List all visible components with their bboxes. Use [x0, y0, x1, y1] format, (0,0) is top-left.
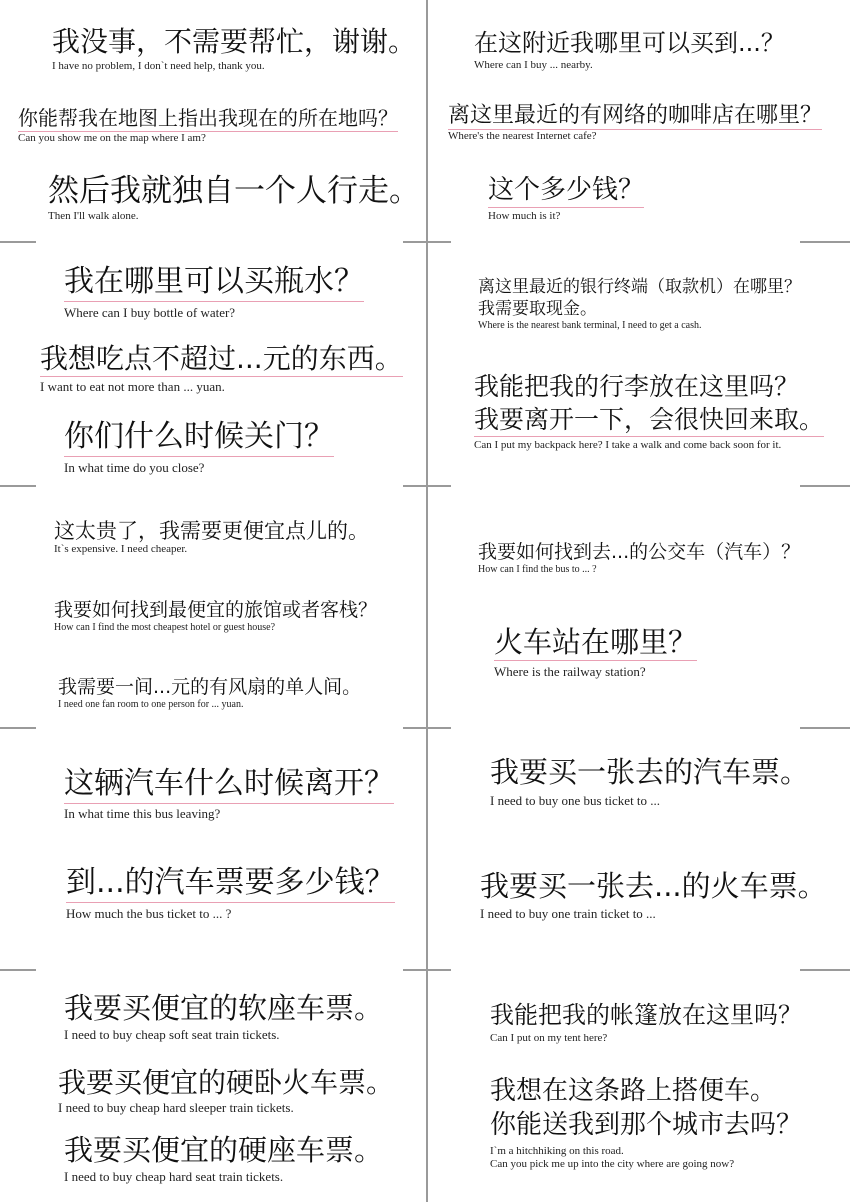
english-translation: I have no problem, I don`t need help, thank you.: [52, 60, 265, 73]
chinese-phrase: 这太贵了，我需要更便宜点儿的。: [54, 519, 369, 543]
english-translation: I need to buy cheap hard sleeper train tickets.: [58, 1100, 294, 1116]
cut-mark-right-2: [800, 485, 850, 487]
english-translation: I need to buy one bus ticket to ...: [490, 793, 661, 809]
chinese-phrase: 你能帮我在地图上指出我现在的所在地吗？: [18, 106, 398, 130]
english-translation: I want to eat not more than ... yuan.: [40, 379, 225, 395]
chinese-phrase: 我在哪里可以买瓶水？: [64, 265, 364, 302]
chinese-phrase: 我没事，不需要帮忙，谢谢。: [52, 25, 417, 58]
chinese-phrase: 火车站在哪里？: [494, 626, 697, 661]
phrase-card: [64, 992, 383, 1043]
english-translation: Where is the nearest bank terminal, I need to get a cash.: [478, 320, 702, 332]
chinese-phrase: 我要如何找到最便宜的旅馆或者客栈？: [54, 599, 378, 621]
phrase-card: [64, 1134, 383, 1185]
english-translation: How much the bus ticket to ... ?: [66, 905, 232, 921]
phrase-card: [66, 866, 395, 921]
phrase-card: [478, 542, 800, 576]
english-translation: I`m a hitchhiking on this road.: [490, 1144, 624, 1157]
chinese-phrase: 我要买一张去的汽车票。: [490, 755, 810, 789]
chinese-phrase: 我要如何找到去...的公交车（汽车）？: [478, 541, 801, 563]
english-translation: In what time do you close?: [64, 459, 205, 475]
english-translation: Where's the nearest Internet cafe?: [448, 130, 597, 143]
phrase-card: [52, 26, 416, 73]
phrase-card: [48, 174, 420, 223]
phrase-card: [480, 870, 827, 922]
chinese-phrase: 我想吃点不超过...元的东西。: [40, 343, 403, 377]
chinese-phrase: 我要买便宜的硬卧火车票。: [58, 1066, 395, 1099]
english-translation-line-2: Can you pick me up into the city where are going now?: [490, 1158, 735, 1171]
cut-mark-left-2: [0, 485, 36, 487]
phrase-card: [488, 176, 644, 223]
chinese-phrase: 我要买一张去...的火车票。: [480, 869, 827, 903]
phrase-card: [490, 1002, 802, 1045]
english-translation: How much is it?: [488, 209, 561, 222]
chinese-phrase-line-2: 你能送我到那个城市去吗？: [490, 1110, 803, 1141]
phrase-card: [474, 30, 785, 72]
phrase-card: [448, 103, 822, 143]
english-translation: I need to buy one train ticket to ...: [480, 906, 656, 922]
chinese-phrase: 我能把我的行李放在这里吗？: [474, 372, 800, 401]
chinese-phrase: 在这附近我哪里可以买到...？: [474, 29, 785, 57]
english-translation: Then I'll walk alone.: [48, 209, 139, 222]
chinese-phrase: 你们什么时候关门？: [64, 420, 334, 457]
cut-cross-3-h: [403, 727, 451, 729]
english-translation: Where can I buy bottle of water?: [64, 304, 236, 320]
phrase-card: [54, 519, 369, 556]
chinese-phrase: 这辆汽车什么时候离开？: [64, 767, 394, 804]
phrase-card: [58, 1067, 394, 1116]
cut-mark-right-4: [800, 969, 850, 971]
chinese-phrase: 我要买便宜的硬座车票。: [64, 1133, 384, 1167]
cut-mark-right-3: [800, 727, 850, 729]
phrase-card: [478, 276, 801, 332]
english-translation: How can I find the bus to ... ?: [478, 563, 597, 575]
english-translation: I need one fan room to one person for ... yuan.: [58, 698, 244, 710]
chinese-phrase: 然后我就独自一个人行走。: [48, 173, 420, 209]
chinese-phrase: 离这里最近的有网络的咖啡店在哪里？: [448, 103, 822, 130]
english-translation: Can I put my backpack here? I take a walk and come back soon for it.: [474, 439, 782, 451]
phrase-card: [64, 767, 394, 821]
chinese-phrase: 这个多少钱？: [488, 176, 644, 208]
phrase-card: [58, 677, 361, 711]
phrase-card: [490, 756, 809, 809]
cut-mark-right-1: [800, 241, 850, 243]
center-cut-line: [426, 0, 428, 1202]
chinese-phrase: 我想在这条路上搭便车。: [490, 1076, 777, 1106]
phrase-card: [18, 107, 398, 145]
english-translation: Can I put on my tent here?: [490, 1031, 608, 1044]
cut-cross-2-h: [403, 485, 451, 487]
cut-cross-4-h: [403, 969, 451, 971]
english-translation: Where is the railway station?: [494, 664, 646, 680]
phrase-card: [64, 265, 364, 320]
phrase-card: [54, 600, 377, 634]
phrase-card: [474, 370, 824, 452]
phrase-card: [490, 1074, 802, 1171]
chinese-phrase-line-2: 我需要取现金。: [478, 299, 597, 320]
phrase-card: [40, 343, 403, 395]
phrase-card: [494, 626, 697, 680]
chinese-phrase: 到...的汽车票要多少钱？: [66, 866, 395, 903]
english-translation: Can you show me on the map where I am?: [18, 132, 206, 144]
chinese-phrase: 离这里最近的银行终端（取款机）在哪里？: [478, 277, 801, 297]
phrase-card: [64, 420, 334, 475]
chinese-phrase: 我能把我的帐篷放在这里吗？: [490, 1001, 802, 1029]
chinese-phrase-line-2: 我要离开一下，会很快回来取。: [474, 404, 824, 437]
english-translation: I need to buy cheap soft seat train tickets.: [64, 1027, 280, 1043]
chinese-phrase: 我要买便宜的软座车票。: [64, 991, 384, 1025]
cut-mark-left-3: [0, 727, 36, 729]
english-translation: I need to buy cheap hard seat train tickets.: [64, 1169, 284, 1185]
cut-cross-1-h: [403, 241, 451, 243]
cut-mark-left-1: [0, 241, 36, 243]
cut-mark-left-4: [0, 969, 36, 971]
english-translation: Where can I buy ... nearby.: [474, 58, 593, 71]
english-translation: It`s expensive. I need cheaper.: [54, 543, 188, 556]
chinese-phrase: 我需要一间...元的有风扇的单人间。: [58, 676, 362, 698]
english-translation: In what time this bus leaving?: [64, 805, 221, 821]
english-translation: How can I find the most cheapest hotel or guest house?: [54, 621, 276, 633]
